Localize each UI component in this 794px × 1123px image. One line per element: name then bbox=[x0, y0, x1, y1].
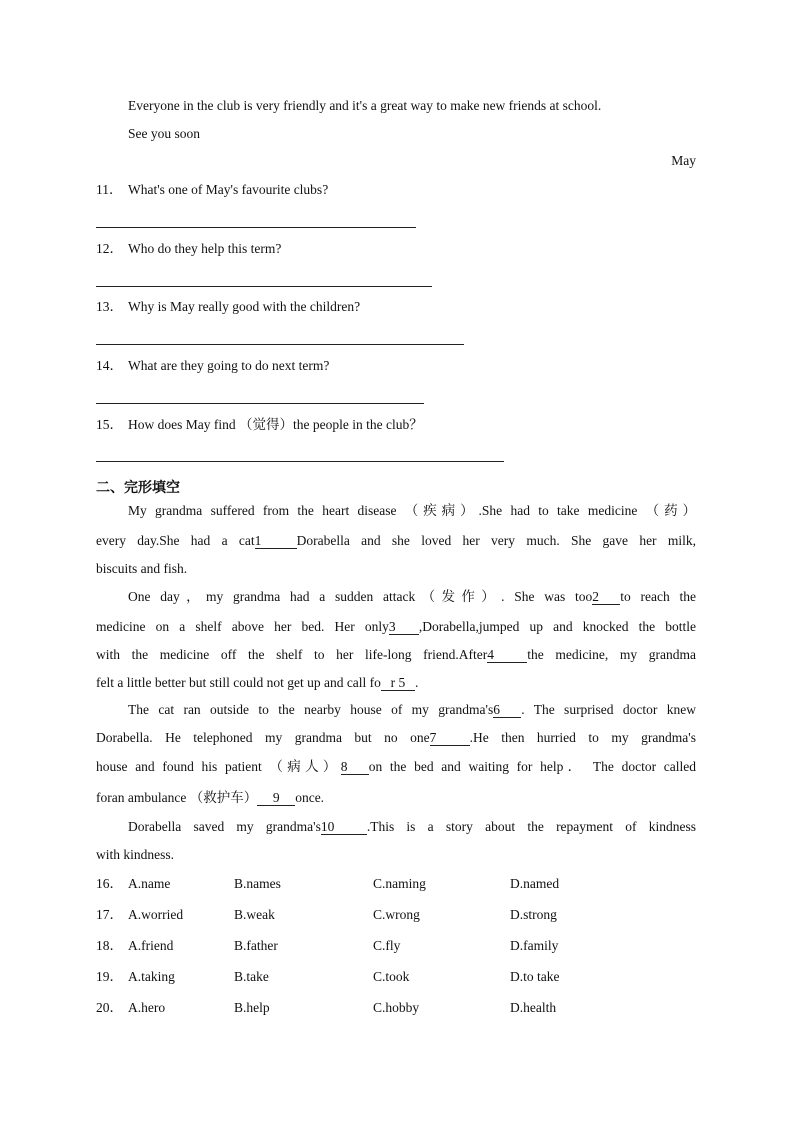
blank-7[interactable]: 7 bbox=[430, 730, 470, 746]
question-13 bbox=[96, 298, 696, 316]
option-c[interactable]: C.naming bbox=[373, 876, 426, 891]
option-d[interactable]: D.to take bbox=[510, 969, 560, 984]
passage-line: The cat ran outside to the nearby house of my grandma's6 . The surprised doctor knew bbox=[128, 702, 697, 717]
question-15 bbox=[96, 416, 696, 434]
blank-1[interactable]: 1 bbox=[255, 533, 297, 549]
option-row-17 bbox=[96, 906, 696, 924]
option-c[interactable]: C.fly bbox=[373, 938, 401, 953]
letter-signature: May bbox=[671, 153, 696, 168]
option-c[interactable]: C.wrong bbox=[373, 907, 420, 922]
passage-line: My grandma suffered from the heart disease （疾病）.She had to take medicine （药） bbox=[128, 503, 696, 518]
question-number: 18． bbox=[96, 938, 123, 953]
option-d[interactable]: D.named bbox=[510, 876, 560, 891]
option-d[interactable]: D.strong bbox=[510, 907, 557, 922]
question-text: Who do they help this term? bbox=[128, 241, 282, 256]
passage-line: One day，my grandma had a sudden attack（发作）. She was too2 to reach the bbox=[128, 589, 696, 604]
question-14 bbox=[96, 357, 696, 375]
question-12 bbox=[96, 240, 696, 258]
letter-closing: See you soon bbox=[128, 126, 200, 141]
answer-line-11[interactable] bbox=[96, 227, 416, 228]
question-number: 20． bbox=[96, 1000, 123, 1015]
option-row-16 bbox=[96, 875, 696, 893]
question-text: How does May find （觉得）the people in the club？ bbox=[128, 417, 423, 432]
blank-5[interactable]: r 5 bbox=[381, 675, 415, 691]
passage-line: Dorabella. He telephoned my grandma but no one7 .He then hurried to my grandma's bbox=[96, 730, 696, 745]
passage-line: felt a little better but still could not get up and call fo r 5 . bbox=[96, 675, 419, 690]
passage-line: medicine on a shelf above her bed. Her only3 ,Dorabella,jumped up and knocked the bottle bbox=[96, 619, 696, 634]
passage-line: every day.She had a cat1 Dorabella and she loved her very much. She gave her milk, bbox=[96, 533, 696, 548]
option-a[interactable]: A.friend bbox=[128, 938, 174, 953]
option-a[interactable]: A.worried bbox=[128, 907, 184, 922]
option-b[interactable]: B.help bbox=[234, 1000, 270, 1015]
section-title: 二、完形填空 bbox=[96, 480, 180, 496]
question-number: 16． bbox=[96, 876, 123, 891]
option-a[interactable]: A.taking bbox=[128, 969, 175, 984]
passage-line: biscuits and fish. bbox=[96, 561, 188, 576]
blank-4[interactable]: 4 bbox=[487, 647, 527, 663]
question-text: What are they going to do next term? bbox=[128, 358, 330, 373]
answer-line-12[interactable] bbox=[96, 286, 432, 287]
option-b[interactable]: B.names bbox=[234, 876, 281, 891]
blank-10[interactable]: 10 bbox=[321, 819, 367, 835]
letter-line: Everyone in the club is very friendly and it's a great way to make new friends at school. bbox=[128, 98, 602, 113]
blank-3[interactable]: 3 bbox=[389, 619, 419, 635]
question-number: 19． bbox=[96, 969, 123, 984]
passage-line: with the medicine off the shelf to her life-long friend.After4 the medicine, my grandma bbox=[96, 647, 696, 662]
option-row-18 bbox=[96, 937, 696, 955]
blank-8[interactable]: 8 bbox=[341, 759, 369, 775]
question-number: 12． bbox=[96, 241, 123, 256]
option-c[interactable]: C.took bbox=[373, 969, 410, 984]
option-c[interactable]: C.hobby bbox=[373, 1000, 420, 1015]
option-d[interactable]: D.family bbox=[510, 938, 559, 953]
question-number: 11． bbox=[96, 182, 123, 197]
option-row-19 bbox=[96, 968, 696, 986]
question-number: 15． bbox=[96, 417, 123, 432]
passage-line: Dorabella saved my grandma's10 .This is a story about the repayment of kindness bbox=[128, 819, 696, 834]
question-11 bbox=[96, 181, 696, 199]
question-text: What's one of May's favourite clubs? bbox=[128, 182, 329, 197]
blank-9[interactable]: 9 bbox=[257, 790, 295, 806]
passage-line: foran ambulance （救护车） 9 once. bbox=[96, 790, 325, 805]
blank-2[interactable]: 2 bbox=[592, 589, 620, 605]
answer-line-15[interactable] bbox=[96, 461, 504, 462]
option-row-20 bbox=[96, 999, 696, 1017]
question-text: Why is May really good with the children? bbox=[128, 299, 361, 314]
option-b[interactable]: B.father bbox=[234, 938, 278, 953]
option-d[interactable]: D.health bbox=[510, 1000, 557, 1015]
option-b[interactable]: B.weak bbox=[234, 907, 275, 922]
passage-line: house and found his patient （病人）8 on the bed and waiting for help． The doctor called bbox=[96, 759, 696, 774]
option-b[interactable]: B.take bbox=[234, 969, 269, 984]
passage-line: with kindness. bbox=[96, 847, 175, 862]
option-a[interactable]: A.hero bbox=[128, 1000, 166, 1015]
question-number: 13． bbox=[96, 299, 123, 314]
option-a[interactable]: A.name bbox=[128, 876, 171, 891]
blank-6[interactable]: 6 bbox=[493, 702, 521, 718]
question-number: 17． bbox=[96, 907, 123, 922]
question-number: 14． bbox=[96, 358, 123, 373]
answer-line-13[interactable] bbox=[96, 344, 464, 345]
answer-line-14[interactable] bbox=[96, 403, 424, 404]
